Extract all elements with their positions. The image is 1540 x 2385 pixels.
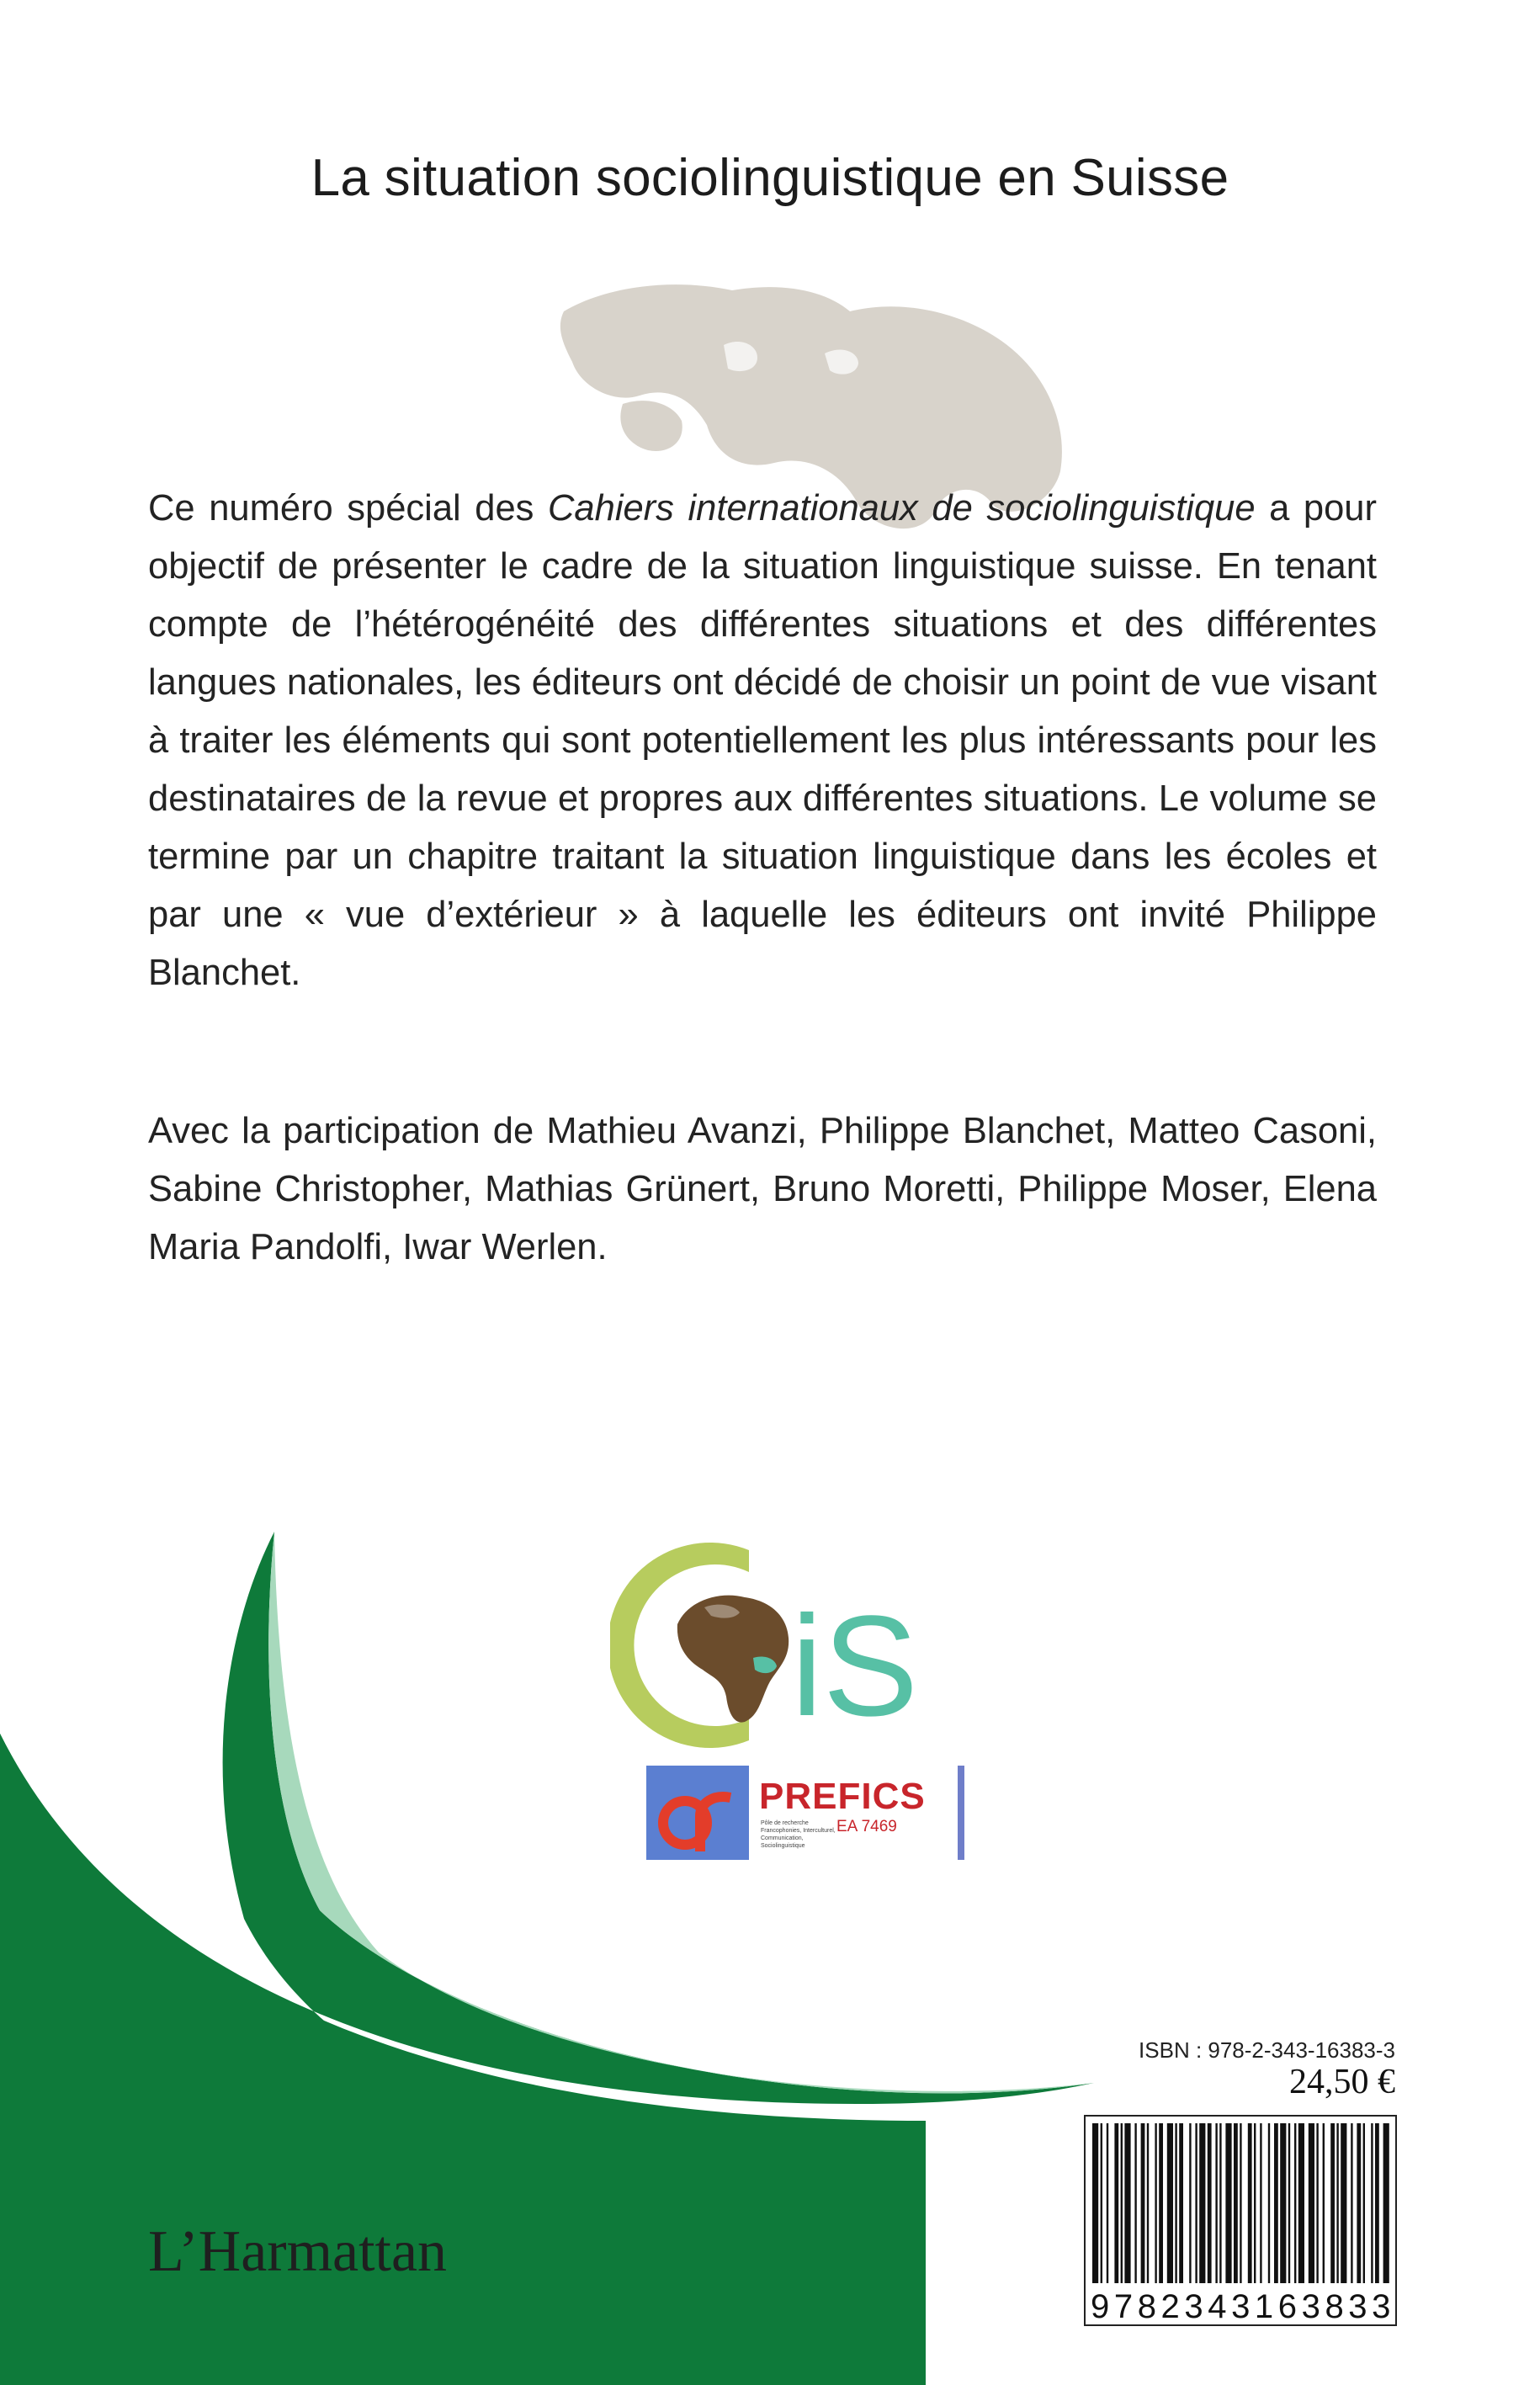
isbn-text: ISBN : 978-2-343-16383-3	[1139, 2037, 1395, 2063]
barcode-bar	[1240, 2123, 1241, 2283]
barcode-bar	[1268, 2123, 1270, 2283]
barcode-bar	[1294, 2123, 1296, 2283]
prefics-edge-bar	[958, 1766, 964, 1860]
barcode-bar	[1199, 2123, 1205, 2283]
barcode-digits: 9782343163833	[1091, 2288, 1395, 2325]
summary-text-end: a pour objectif de présenter le cadre de la situation linguistique suisse. En tenant compte de l’hétérogénéité des différentes situations et des différentes langues nationales, les éditeurs ont décidé de choisir un point de vue visant à traiter les éléments qui sont potentiellement les plus intéressants pour les destinataires de la revue et propres aux différentes situations. Le volume se termine par un chapitre traitant la situation linguistique dans les écoles et par une « vue d’extérieur » à laquelle les éditeurs ont invité Philippe Blanchet.	[148, 488, 1377, 993]
barcode-bar	[1288, 2123, 1290, 2283]
participants-paragraph: Avec la participation de Mathieu Avanzi, Philippe Blanchet, Matteo Casoni, Sabine Christopher, Mathias Grünert, Bruno Moretti, Philippe Moser, Elena Maria Pandolfi, Iwar Werlen.	[148, 1111, 1377, 1267]
barcode-bar	[1260, 2123, 1261, 2283]
barcode-bar	[1309, 2123, 1314, 2283]
prefics-ea: EA 7469	[836, 1818, 897, 1835]
barcode-bar	[1179, 2123, 1183, 2283]
barcode-bar	[1248, 2123, 1252, 2283]
price-text: 24,50 €	[1289, 2063, 1395, 2101]
prefics-blue-panel	[646, 1766, 749, 1860]
summary-paragraph	[148, 480, 1377, 1002]
barcode-bar	[1159, 2123, 1163, 2283]
barcode-bar	[1189, 2123, 1191, 2283]
prefics-subtitle: Pôle de recherche Francophonies, Interculturel, Communication, Sociolinguistique	[761, 1820, 836, 1849]
barcode-bar	[1215, 2123, 1217, 2283]
barcode-bar	[1274, 2123, 1278, 2283]
barcode-bar	[1124, 2123, 1130, 2283]
barcode-bar	[1357, 2123, 1361, 2283]
barcode-bar	[1121, 2123, 1123, 2283]
barcode-bar	[1134, 2123, 1136, 2283]
barcode-bar	[1363, 2123, 1365, 2283]
prefics-logo	[646, 1766, 966, 1860]
barcode-bar	[1341, 2123, 1346, 2283]
barcode-bar	[1254, 2123, 1256, 2283]
barcode-bar	[1234, 2123, 1238, 2283]
barcode-bar	[1375, 2123, 1379, 2283]
barcode-bar	[1147, 2123, 1149, 2283]
publisher-logo: L’Harmattan	[148, 2219, 448, 2284]
barcode-bar	[1298, 2123, 1304, 2283]
barcode-bar	[1336, 2123, 1338, 2283]
barcode-bar	[1316, 2123, 1318, 2283]
barcode-bar	[1167, 2123, 1173, 2283]
barcode-bar	[1280, 2123, 1286, 2283]
prefics-text-panel	[749, 1766, 959, 1860]
barcode-bar	[1383, 2123, 1389, 2283]
journal-title: Cahiers internationaux de sociolinguistique	[548, 488, 1256, 529]
barcode-bar	[1371, 2123, 1373, 2283]
barcode-bar	[1141, 2123, 1145, 2283]
page-title: La situation sociolinguistique en Suisse	[311, 149, 1229, 207]
summary-text-start: Ce numéro spécial des	[148, 488, 549, 529]
barcode-bar	[1208, 2123, 1212, 2283]
barcode-bar	[1107, 2123, 1108, 2283]
barcode-bar	[1092, 2123, 1098, 2283]
cis-letters: iS	[791, 1586, 919, 1746]
prefics-name: PREFICS	[759, 1776, 926, 1817]
barcode-bar	[1101, 2123, 1102, 2283]
cis-logo	[610, 1532, 964, 1759]
barcode-bar	[1330, 2123, 1335, 2283]
barcode-bar	[1323, 2123, 1325, 2283]
barcode-bar	[1195, 2123, 1197, 2283]
barcode-bar	[1155, 2123, 1156, 2283]
barcode-bar	[1225, 2123, 1231, 2283]
barcode-bar	[1219, 2123, 1221, 2283]
prefics-mark-icon	[646, 1766, 749, 1860]
barcode-bar	[1175, 2123, 1176, 2283]
barcode-bar	[1351, 2123, 1352, 2283]
barcode-bars-icon	[1086, 2120, 1395, 2288]
barcode-bar	[1114, 2123, 1118, 2283]
